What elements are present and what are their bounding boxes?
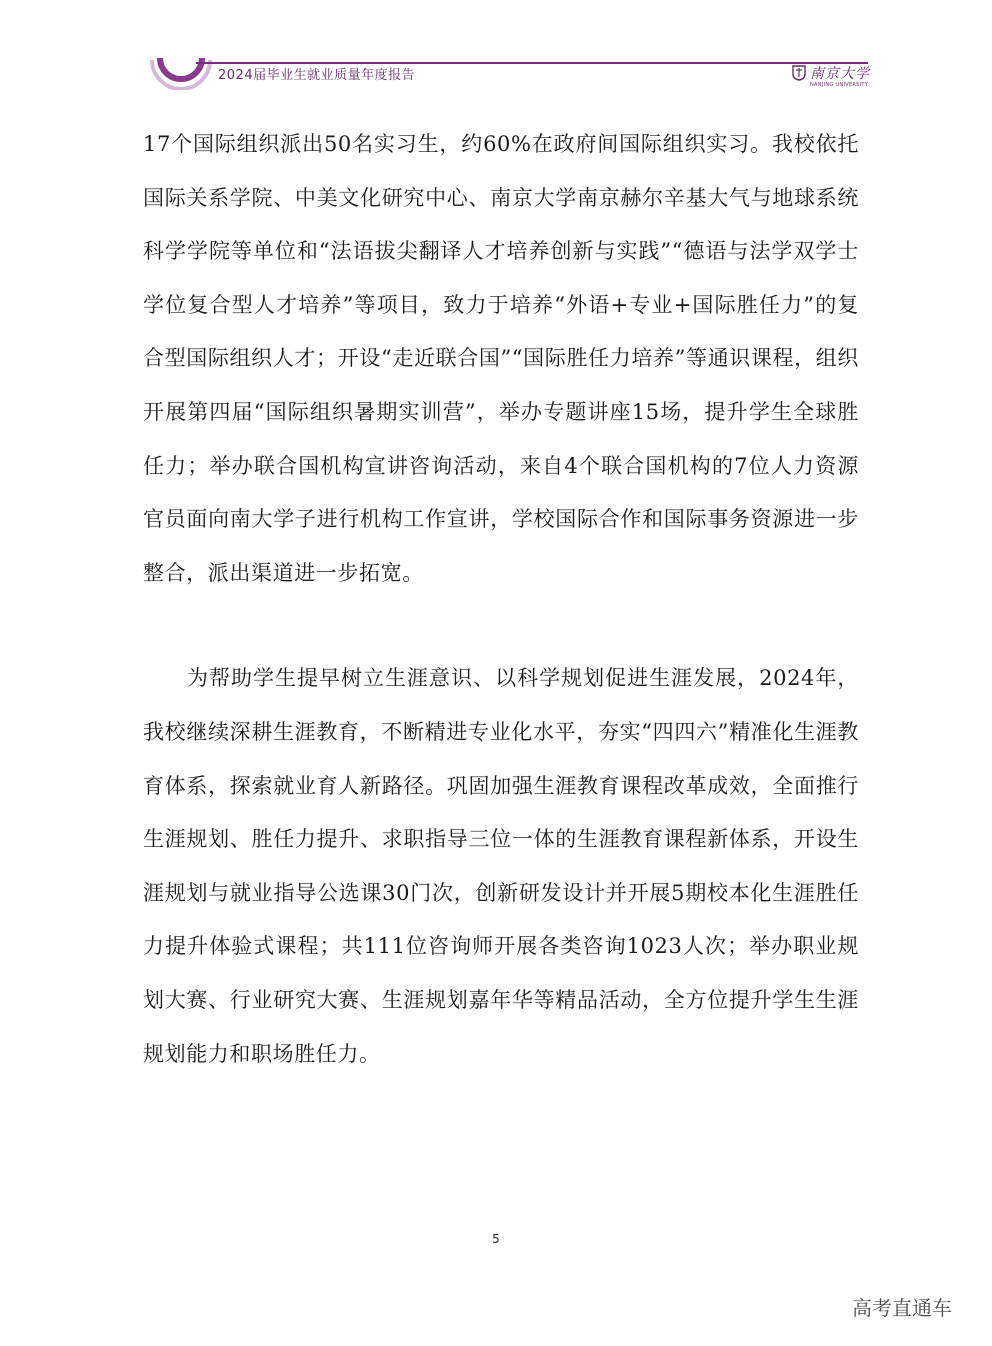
university-name-cn: 南京大学 <box>810 66 870 82</box>
university-logo <box>792 62 882 90</box>
university-name-en: NANJING UNIVERSITY <box>810 82 869 88</box>
main-content <box>143 118 859 1081</box>
page-header <box>0 0 992 100</box>
paragraph-international-organizations: 17个国际组织派出50名实习生，约60%在政府间国际组织实习。我校依托国际关系学院、中美文化研究中心、南京大学南京赫尔辛基大气与地球系统科学学院等单位和“法语拔尖翻译人才培养创新与实践”“德语与法学双学士学位复合型人才培养”等项目，致力于培养“外语+专业+国际胜任力”的复合型国际组织人才；开设“走近联合国”“国际胜任力培养”等通识课程，组织开展第四届“国际组织暑期实训营”，举办专题讲座15场，提升学生全球胜任力；举办联合国机构宣讲咨询活动，来自4个联合国机构的7位人力资源官员面向南大学子进行机构工作宣讲，学校国际合作和国际事务资源进一步整合，派出渠道进一步拓宽。 <box>143 132 859 585</box>
paragraph-career-education: 为帮助学生提早树立生涯意识、以科学规划促进生涯发展，2024年，我校继续深耕生涯教育，不断精进专业化水平，夯实“四四六”精准化生涯教育体系，探索就业育人新路径。巩固加强生涯教育课程改革成效，全面推行生涯规划、胜任力提升、求职指导三位一体的生涯教育课程新体系，开设生涯规划与就业指导公选课30门次，创新研发设计并开展5期校本化生涯胜任力提升体验式课程；共111位咨询师开展各类咨询1023人次；举办职业规划大赛、行业研究大赛、生涯规划嘉年华等精品活动，全方位提升学生生涯规划能力和职场胜任力。 <box>143 666 859 1066</box>
page-number: 5 <box>492 1232 500 1246</box>
header-ring-decoration <box>150 30 212 90</box>
report-title: 2024届毕业生就业质量年度报告 <box>218 68 416 83</box>
university-seal-icon <box>792 65 806 81</box>
watermark-text: 高考直通车 <box>852 1296 952 1320</box>
